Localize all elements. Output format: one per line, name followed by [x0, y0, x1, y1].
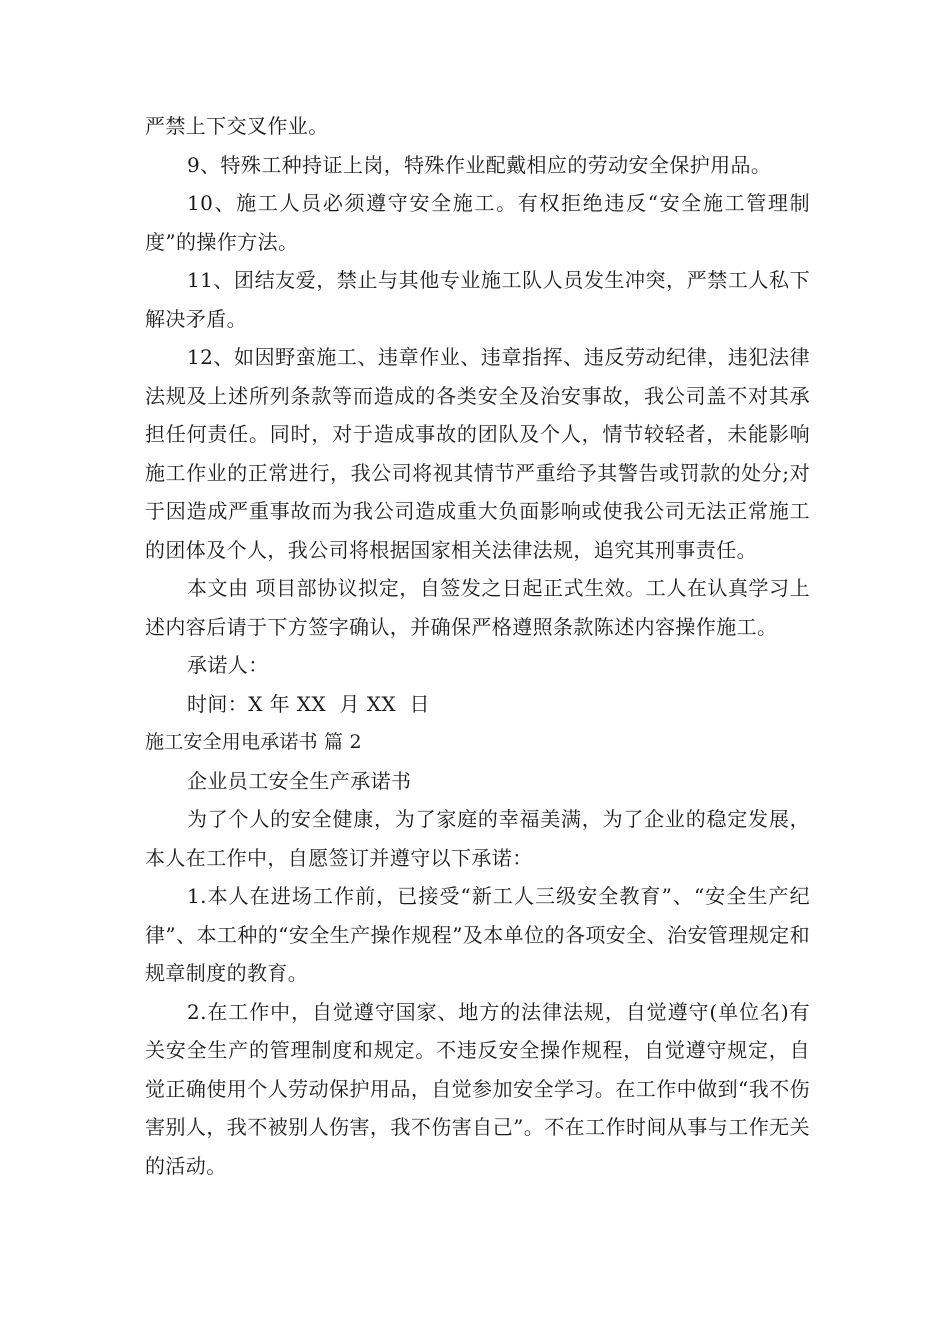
- document-page: [145, 107, 810, 1185]
- paragraph-continuation: 严禁上下交叉作业。: [145, 114, 329, 138]
- subtitle: 企业员工安全生产承诺书: [187, 768, 412, 793]
- paragraph-item-11: 11、团结友爱，禁止与其他专业施工队人员发生冲突，严禁工人私下解决矛盾。: [145, 268, 810, 331]
- paragraph-intro: 为了个人的安全健康，为了家庭的幸福美满，为了企业的稳定发展，本人在工作中，自愿签订并遵守以下承诺：: [145, 807, 810, 870]
- paragraph-promise-2: 2.在工作中，自觉遵守国家、地方的法律法规，自觉遵守(单位名)有关安全生产的管理制度和规定。不违反安全操作规程，自觉遵守规定，自觉正确使用个人劳动保护用品，自觉参加安全学习。在工作中做到“我不伤害别人，我不被别人伤害，我不伤害自己”。不在工作时间从事与工作无关的活动。: [145, 999, 810, 1178]
- date-line: 时间：X 年 XX 月 XX 日: [187, 691, 430, 716]
- paragraph-item-9: 9、特殊工种持证上岗，特殊作业配戴相应的劳动安全保护用品。: [187, 152, 772, 177]
- paragraph-effective-notice: 本文由 项目部协议拟定，自签发之日起正式生效。工人在认真学习上述内容后请于下方签字确认，并确保严格遵照条款陈述内容操作施工。: [145, 576, 810, 639]
- section-heading: 施工安全用电承诺书 篇 2: [145, 731, 362, 753]
- paragraph-item-12: 12、如因野蛮施工、违章作业、违章指挥、违反劳动纪律，违犯法律法规及上述所列条款等而造成的各类安全及治安事故，我公司盖不对其承担任何责任。同时，对于造成事故的团队及个人，情节较轻者，未能影响施工作业的正常进行，我公司将视其情节严重给予其警告或罚款的处分;对于因造成严重事故而为我公司造成重大负面影响或使我公司无法正常施工的团体及个人，我公司将根据国家相关法律法规，追究其刑事责任。: [145, 345, 810, 562]
- paragraph-item-10: 10、施工人员必须遵守安全施工。有权拒绝违反“安全施工管理制度”的操作方法。: [145, 191, 810, 254]
- paragraph-promise-1: 1.本人在进场工作前，已接受“新工人三级安全教育”、“安全生产纪律”、本工种的“安全生产操作规程”及本单位的各项安全、治安管理规定和规章制度的教育。: [145, 884, 810, 985]
- promisor-label: 承诺人：: [187, 653, 269, 677]
